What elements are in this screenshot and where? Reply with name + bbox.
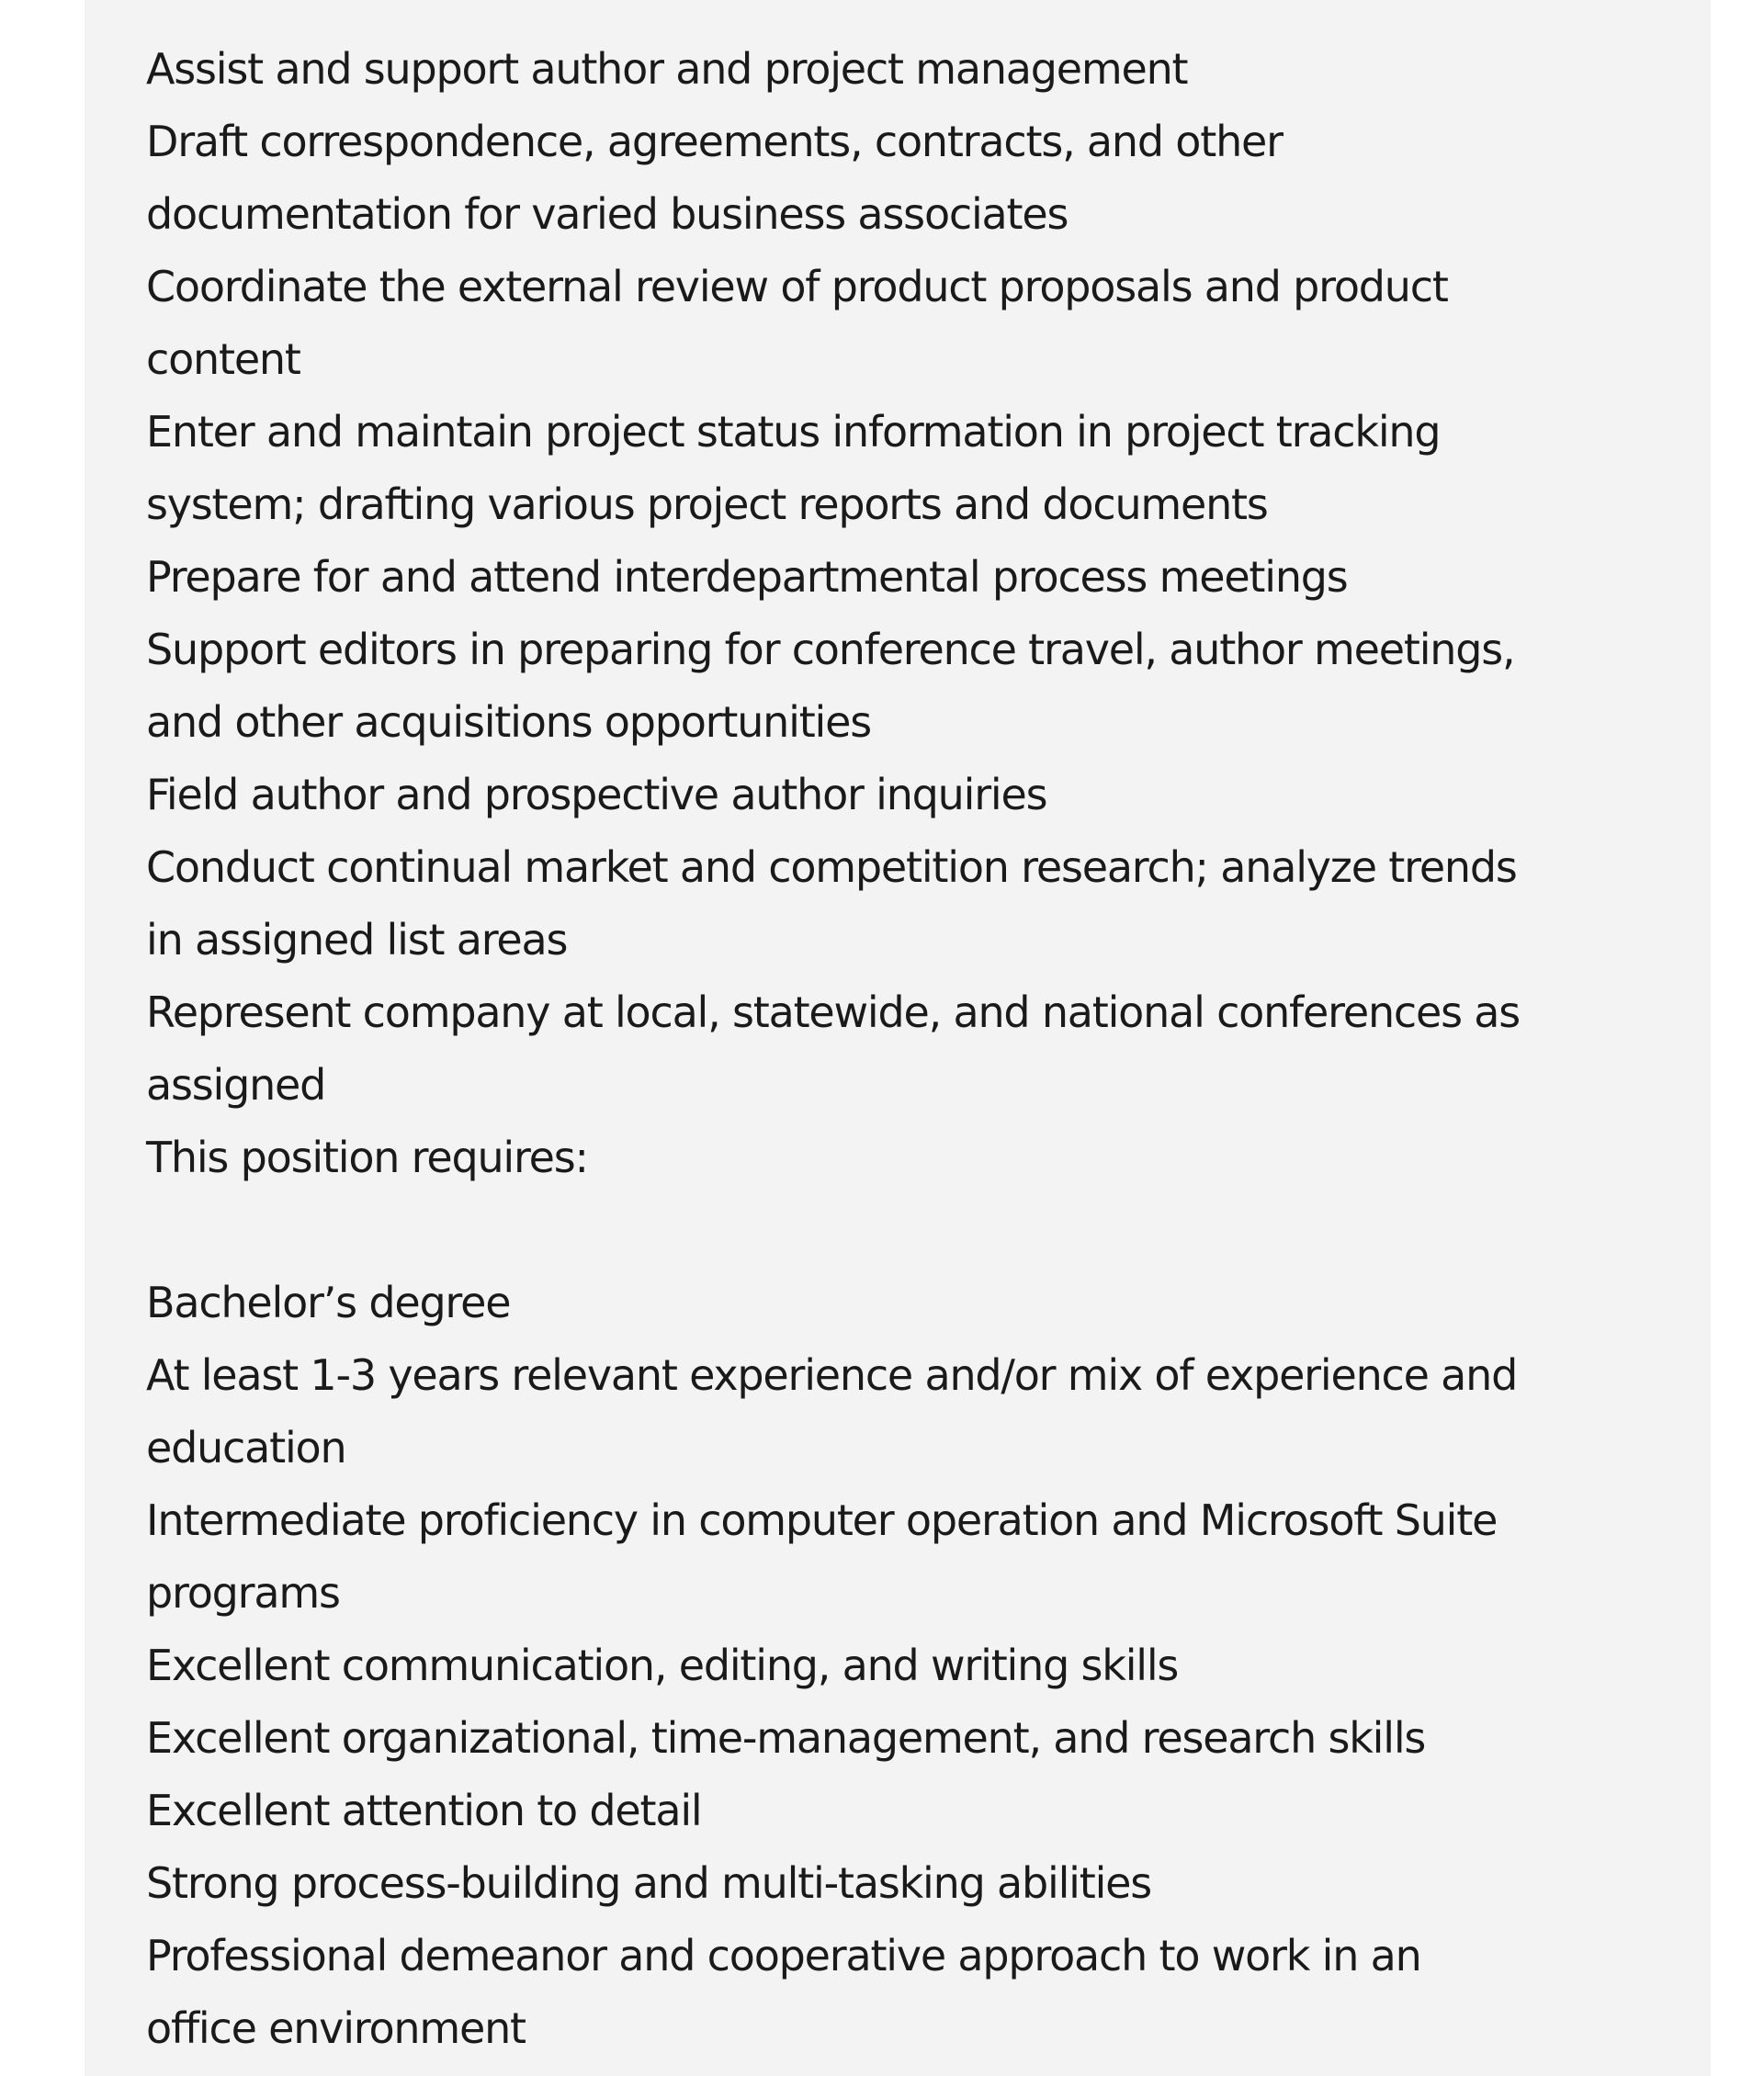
list-item: Excellent organizational, time-management, and research skills — [146, 1713, 1426, 1763]
job-description-content — [146, 33, 1708, 2065]
list-item: Draft correspondence, agreements, contracts, and other documentation for varied business associates — [146, 117, 1283, 239]
list-item: Intermediate proficiency in computer operation and Microsoft Suite programs — [146, 1495, 1498, 1618]
list-item: At least 1-3 years relevant experience and/or mix of experience and education — [146, 1350, 1518, 1472]
list-item: Support editors in preparing for conference travel, author meetings, and other acquisitions opportunities — [146, 625, 1515, 747]
list-item: Coordinate the external review of product proposals and product content — [146, 262, 1448, 384]
list-item: Field author and prospective author inquiries — [146, 770, 1047, 819]
list-item: Strong process-building and multi-tasking abilities — [146, 1858, 1152, 1908]
list-item: Excellent attention to detail — [146, 1786, 702, 1835]
list-item: Prepare for and attend interdepartmental process meetings — [146, 552, 1348, 602]
paragraph-spacer — [146, 1194, 1708, 1267]
list-item: Conduct continual market and competition research; analyze trends in assigned list areas — [146, 842, 1517, 965]
list-item: Excellent communication, editing, and writing skills — [146, 1641, 1179, 1690]
list-item: Bachelor’s degree — [146, 1278, 511, 1327]
list-item: Professional demeanor and cooperative approach to work in an office environment — [146, 1931, 1421, 2053]
list-item: Represent company at local, statewide, and national conferences as assigned — [146, 987, 1521, 1110]
list-item: Assist and support author and project management — [146, 44, 1188, 94]
requirements-heading: This position requires: — [146, 1133, 588, 1182]
list-item: Enter and maintain project status information in project tracking system; drafting various project reports and documents — [146, 407, 1441, 529]
responsibilities-list — [146, 33, 1708, 1122]
job-description-panel — [85, 0, 1711, 2076]
requirements-list — [146, 1267, 1708, 2065]
